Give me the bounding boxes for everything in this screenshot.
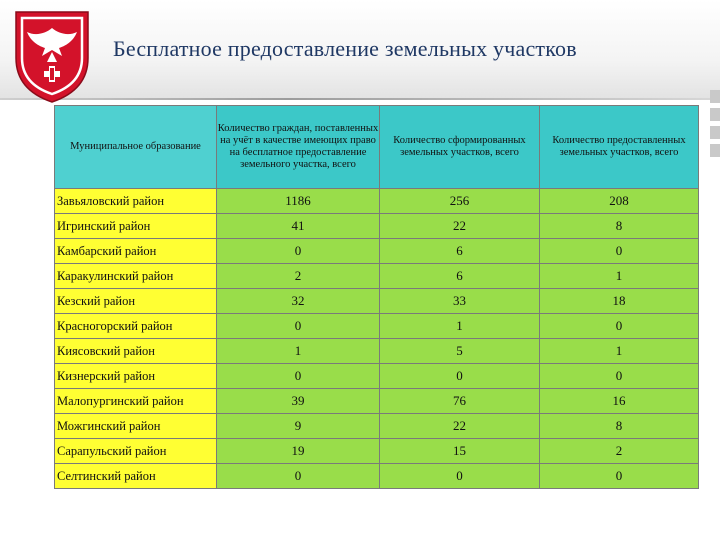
formed-cell: 0 (380, 464, 540, 489)
provided-cell: 1 (540, 264, 699, 289)
district-cell: Кезский район (55, 289, 217, 314)
district-cell: Сарапульский район (55, 439, 217, 464)
provided-cell: 208 (540, 189, 699, 214)
column-header-citizens: Количество граждан, поставленных на учёт в качестве имеющих право на бесплатное предоставление земельного участка, всего (217, 106, 380, 189)
citizens-cell: 41 (217, 214, 380, 239)
district-cell: Завьяловский район (55, 189, 217, 214)
table-row (55, 314, 699, 339)
formed-cell: 22 (380, 214, 540, 239)
citizens-cell: 2 (217, 264, 380, 289)
page-title: Бесплатное предоставление земельных участков (113, 36, 577, 61)
district-cell: Кизнерский район (55, 364, 217, 389)
column-header-municipality: Муниципальное образование (55, 106, 217, 189)
formed-cell: 0 (380, 364, 540, 389)
district-cell: Игринский район (55, 214, 217, 239)
formed-cell: 1 (380, 314, 540, 339)
citizens-cell: 0 (217, 464, 380, 489)
citizens-cell: 0 (217, 364, 380, 389)
table-row (55, 339, 699, 364)
table-header-row (55, 106, 699, 189)
district-cell: Можгинский район (55, 414, 217, 439)
table-row (55, 214, 699, 239)
formed-cell: 5 (380, 339, 540, 364)
side-decoration (710, 90, 720, 170)
table-row (55, 189, 699, 214)
table-row (55, 289, 699, 314)
header-divider (0, 98, 720, 100)
column-header-formed: Количество сформированных земельных участков, всего (380, 106, 540, 189)
citizens-cell: 1186 (217, 189, 380, 214)
formed-cell: 6 (380, 264, 540, 289)
district-cell: Каракулинский район (55, 264, 217, 289)
table-row (55, 439, 699, 464)
table-row (55, 464, 699, 489)
provided-cell: 8 (540, 414, 699, 439)
provided-cell: 16 (540, 389, 699, 414)
citizens-cell: 19 (217, 439, 380, 464)
formed-cell: 22 (380, 414, 540, 439)
land-plots-table (54, 105, 699, 489)
citizens-cell: 1 (217, 339, 380, 364)
formed-cell: 33 (380, 289, 540, 314)
district-cell: Киясовский район (55, 339, 217, 364)
formed-cell: 6 (380, 239, 540, 264)
provided-cell: 0 (540, 364, 699, 389)
citizens-cell: 0 (217, 314, 380, 339)
provided-cell: 2 (540, 439, 699, 464)
provided-cell: 0 (540, 239, 699, 264)
district-cell: Малопургинский район (55, 389, 217, 414)
formed-cell: 15 (380, 439, 540, 464)
formed-cell: 256 (380, 189, 540, 214)
formed-cell: 76 (380, 389, 540, 414)
table-row (55, 264, 699, 289)
citizens-cell: 32 (217, 289, 380, 314)
provided-cell: 0 (540, 464, 699, 489)
coat-of-arms-icon (12, 8, 92, 104)
table-row (55, 239, 699, 264)
district-cell: Камбарский район (55, 239, 217, 264)
table-row (55, 414, 699, 439)
table-row (55, 364, 699, 389)
citizens-cell: 39 (217, 389, 380, 414)
provided-cell: 0 (540, 314, 699, 339)
citizens-cell: 0 (217, 239, 380, 264)
column-header-provided: Количество предоставленных земельных участков, всего (540, 106, 699, 189)
provided-cell: 8 (540, 214, 699, 239)
provided-cell: 1 (540, 339, 699, 364)
citizens-cell: 9 (217, 414, 380, 439)
district-cell: Красногорский район (55, 314, 217, 339)
district-cell: Селтинский район (55, 464, 217, 489)
table-row (55, 389, 699, 414)
provided-cell: 18 (540, 289, 699, 314)
